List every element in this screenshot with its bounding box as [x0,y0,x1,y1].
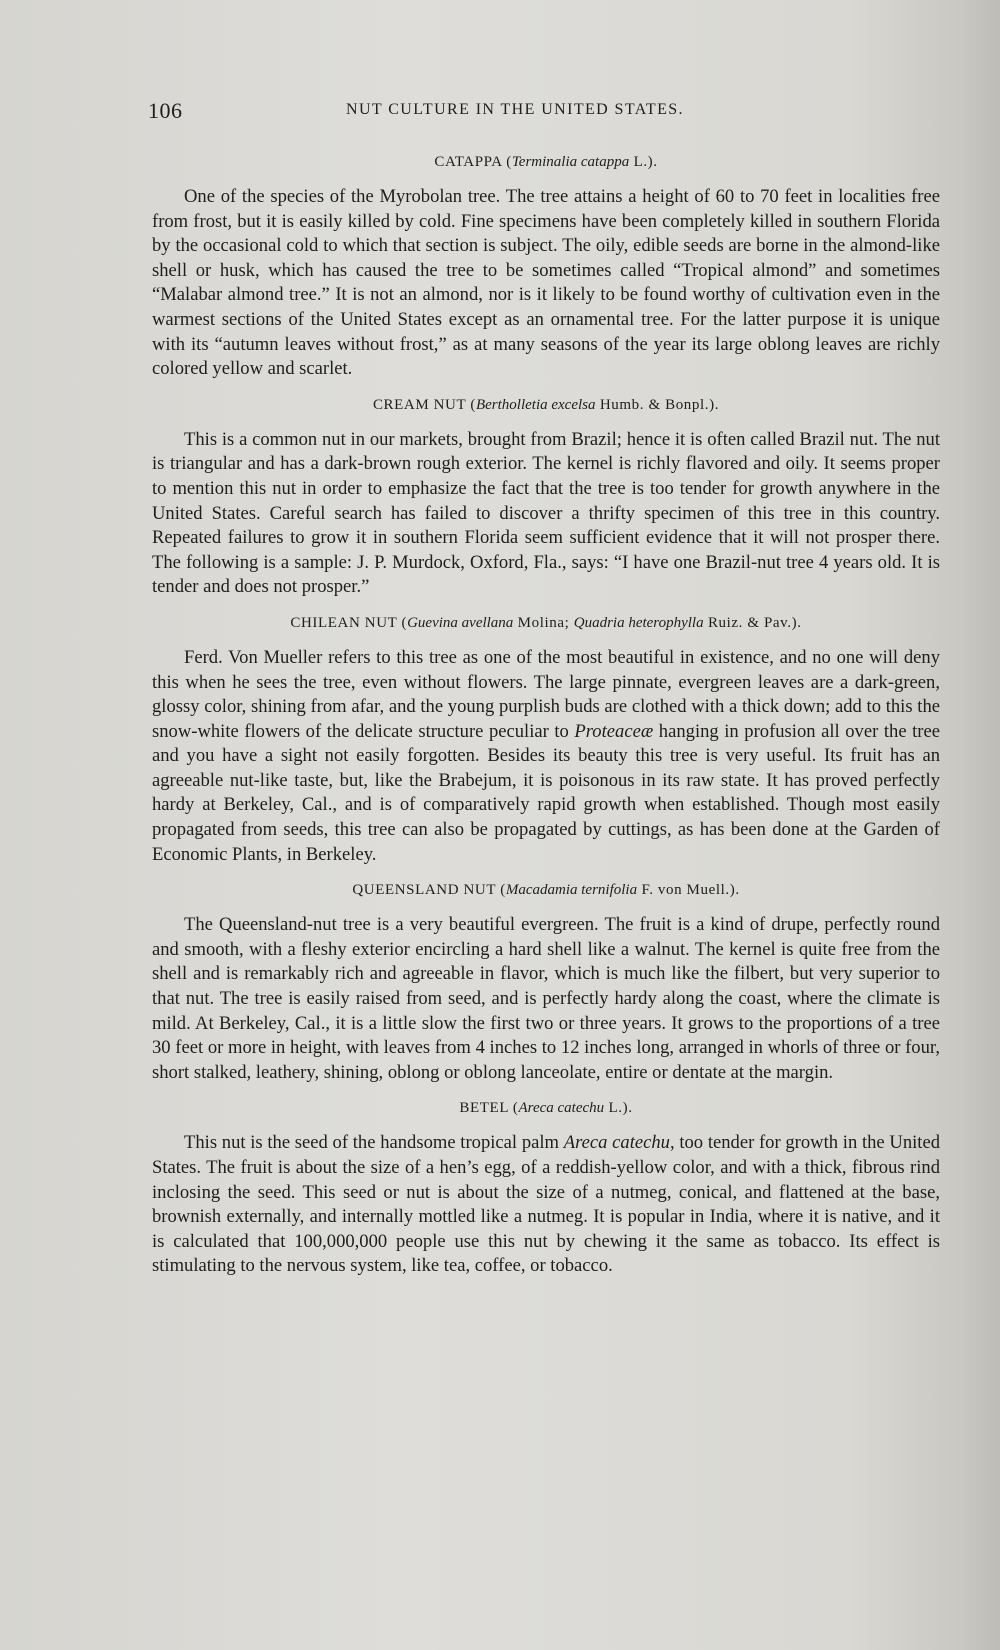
page-number: 106 [148,98,183,123]
paragraph-betel [152,1131,940,1279]
authority: L.). [608,1100,633,1117]
open-paren: ( [512,1100,519,1117]
section-heading-queensland-nut [152,882,940,899]
open-paren: ( [470,396,476,413]
section-title: QUEENSLAND NUT [352,882,496,899]
open-paren: ( [500,882,506,899]
section-heading-chilean-nut [152,615,940,632]
paragraph-chilean-nut [152,646,940,867]
section-title: CREAM NUT [372,396,466,413]
open-paren: ( [401,614,408,631]
authority: Molina; [517,614,570,631]
page-content [152,154,940,1294]
paragraph-text: This nut is the seed of the handsome tropical palm [184,1132,564,1154]
page-header [148,98,948,128]
section-heading-catappa [152,154,940,171]
running-title: NUT CULTURE IN THE UNITED STATES. [346,101,684,118]
section-heading-cream-nut [152,397,940,414]
authority: Humb. & Bonpl.). [599,396,720,413]
scientific-name: Guevina avellana [407,614,514,631]
section-title: BETEL [459,1100,509,1117]
scientific-name: Areca catechu [518,1100,605,1117]
authority: L.). [633,154,658,170]
scientific-name: Bertholletia excelsa [475,396,596,413]
paragraph-italic-term: Areca catechu [563,1132,670,1154]
section-heading-betel [152,1100,940,1117]
paragraph-italic-term: Proteaceæ [574,720,654,742]
paragraph-text: hanging in profusion all over the tree and you have a sight not easily forgotten. Besides its beauty this tree is very useful. Its fruit has an agreeable nut-like taste, but, like the Brabejum, it is poisonous in its raw state. It has proved perfectly hardy at Berkeley, Cal., and is of comparatively rapid growth when established. Though most easily propagated from seeds, this tree can also be propagated by cuttings, as has been done at the Garden of Economic Plants, in Berkeley. [152,720,940,865]
open-paren: ( [506,154,512,170]
section-title: CHILEAN NUT [290,614,398,631]
section-title: CATAPPA [434,154,502,170]
paragraph-text: Ferd. Von Mueller refers to this tree as one of the most beautiful in existence, and no one will deny this when he sees the tree, even without flowers. The large pinnate, evergreen leaves are a dark-green, glossy color, shining from afar, and the young purplish buds are clothed with a thick down; add to this the snow-white flowers of the delicate structure peculiar to [152,646,940,742]
authority-synonym: Ruiz. & Pav.). [707,614,802,631]
paragraph-queensland-nut: The Queensland-nut tree is a very beautiful evergreen. The fruit is a kind of drupe, perfectly round and smooth, with a fleshy exterior encircling a hard shell like a walnut. The kernel is quite free from the shell and is remarkably rich and agreeable in flavor, which is much like the filbert, but very superior to that nut. The tree is easily raised from seed, and is perfectly hardy along the coast, where the climate is mild. At Berkeley, Cal., it is a little slow the first two or three years. It grows to the proportions of a tree 30 feet or more in height, with leaves from 4 inches to 12 inches long, arranged in whorls of three or four, short stalked, leathery, shining, oblong or oblong lanceolate, entire or dentate at the margin. [152,914,940,1083]
scientific-name-synonym: Quadria heterophylla [573,614,704,631]
paragraph-text: , too tender for growth in the United States. The fruit is about the size of a hen’s egg, of a reddish-yellow color, and with a thick, fibrous rind inclosing the seed. This seed or nut is about the size of a nutmeg, conical, and flattened at the base, brownish externally, and internally mottled like a nutmeg. It is popular in India, where it is native, and it is calculated that 100,000,000 people use this nut by chewing it the same as tobacco. Its effect is stimulating to the nervous system, like tea, coffee, or tobacco. [152,1132,941,1277]
authority: F. von Muell.). [641,882,740,899]
scientific-name: Terminalia catappa [511,154,630,170]
paragraph-cream-nut: This is a common nut in our markets, brought from Brazil; hence it is often called Brazil nut. The nut is triangular and has a dark-brown rough exterior. The kernel is richly flavored and oily. It seems proper to mention this nut in order to emphasize the fact that the tree is too tender for growth anywhere in the United States. Careful search has failed to discover a thrifty specimen of this tree in this country. Repeated failures to grow it in southern Florida seem sufficient evidence that it will not prosper there. The following is a sample: J. P. Murdock, Oxford, Fla., says: “I have one Brazil-nut tree 4 years old. It is tender and does not prosper.” [152,428,940,598]
scientific-name: Macadamia ternifolia [505,882,638,899]
paragraph-catappa: One of the species of the Myrobolan tree. The tree attains a height of 60 to 70 feet in localities free from frost, but it is easily killed by cold. Fine specimens have been completely killed in southern Florida by the occasional cold to which that section is subject. The oily, edible seeds are borne in the almond-like shell or husk, which has caused the tree to be sometimes called “Tropical almond” and sometimes “Malabar almond tree.” It is not an almond, nor is it likely to be found worthy of cultivation even in the warmest sections of the United States except as an ornamental tree. For the latter purpose it is unique with its “autumn leaves without frost,” as at many seasons of the year its large oblong leaves are richly colored yellow and scarlet. [152,186,940,380]
